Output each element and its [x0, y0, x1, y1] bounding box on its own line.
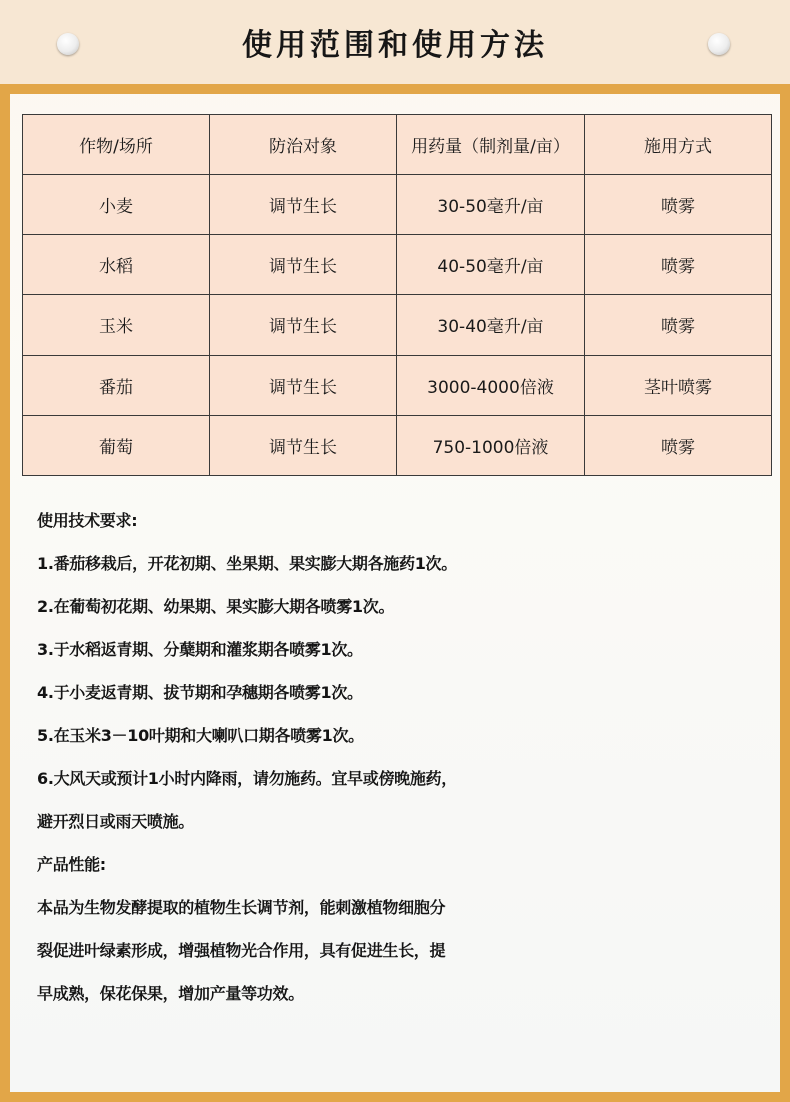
table-row: [23, 295, 772, 355]
cell-target: 调节生长: [210, 355, 397, 415]
usage-item: 2.在葡萄初花期、幼果期、果实膨大期各喷雾1次。: [37, 597, 395, 616]
cell-dosage: 30-40毫升/亩: [397, 295, 585, 355]
cell-dosage: 30-50毫升/亩: [397, 175, 585, 235]
cell-crop: 水稻: [23, 235, 210, 295]
usage-item: 避开烈日或雨天喷施。: [37, 812, 195, 831]
cell-method: 喷雾: [585, 235, 772, 295]
cell-crop: 番茄: [23, 355, 210, 415]
header-target: 防治对象: [210, 115, 397, 175]
cell-method: 喷雾: [585, 295, 772, 355]
usage-table: [22, 114, 772, 476]
table-row: [23, 355, 772, 415]
usage-item: 1.番茄移栽后，开花初期、坐果期、果实膨大期各施药1次。: [37, 554, 457, 573]
cell-method: 喷雾: [585, 175, 772, 235]
cell-crop: 玉米: [23, 295, 210, 355]
cell-target: 调节生长: [210, 295, 397, 355]
cell-target: 调节生长: [210, 415, 397, 475]
cell-dosage: 40-50毫升/亩: [397, 235, 585, 295]
header-crop: 作物/场所: [23, 115, 210, 175]
table-row: [23, 175, 772, 235]
usage-item: 3.于水稻返青期、分蘖期和灌浆期各喷雾1次。: [37, 640, 363, 659]
page-title: 使用范围和使用方法: [242, 28, 548, 63]
cell-crop: 小麦: [23, 175, 210, 235]
banner-divider: [0, 84, 790, 94]
usage-item: 6.大风天或预计1小时内降雨，请勿施药。宜早或傍晚施药，: [37, 769, 457, 788]
cell-crop: 葡萄: [23, 415, 210, 475]
header-dosage: 用药量（制剂量/亩）: [397, 115, 585, 175]
usage-item: 5.在玉米3－10叶期和大喇叭口期各喷雾1次。: [37, 726, 364, 745]
performance-heading: 产品性能:: [37, 855, 106, 874]
performance-line: 早成熟，保花保果，增加产量等功效。: [37, 984, 304, 1003]
cell-method: 喷雾: [585, 415, 772, 475]
cell-method: 茎叶喷雾: [585, 355, 772, 415]
performance-line: 裂促进叶绿素形成，增强植物光合作用，具有促进生长，提: [37, 941, 446, 960]
cell-dosage: 3000-4000倍液: [397, 355, 585, 415]
table-header-row: [23, 115, 772, 175]
header-method: 施用方式: [585, 115, 772, 175]
cell-target: 调节生长: [210, 235, 397, 295]
table-row: [23, 415, 772, 475]
cell-target: 调节生长: [210, 175, 397, 235]
usage-heading: 使用技术要求:: [37, 511, 138, 530]
usage-item: 4.于小麦返青期、拔节期和孕穗期各喷雾1次。: [37, 683, 363, 702]
table-row: [23, 235, 772, 295]
performance-line: 本品为生物发酵提取的植物生长调节剂，能刺激植物细胞分: [37, 898, 446, 917]
cell-dosage: 750-1000倍液: [397, 415, 585, 475]
usage-section: [37, 499, 757, 1015]
